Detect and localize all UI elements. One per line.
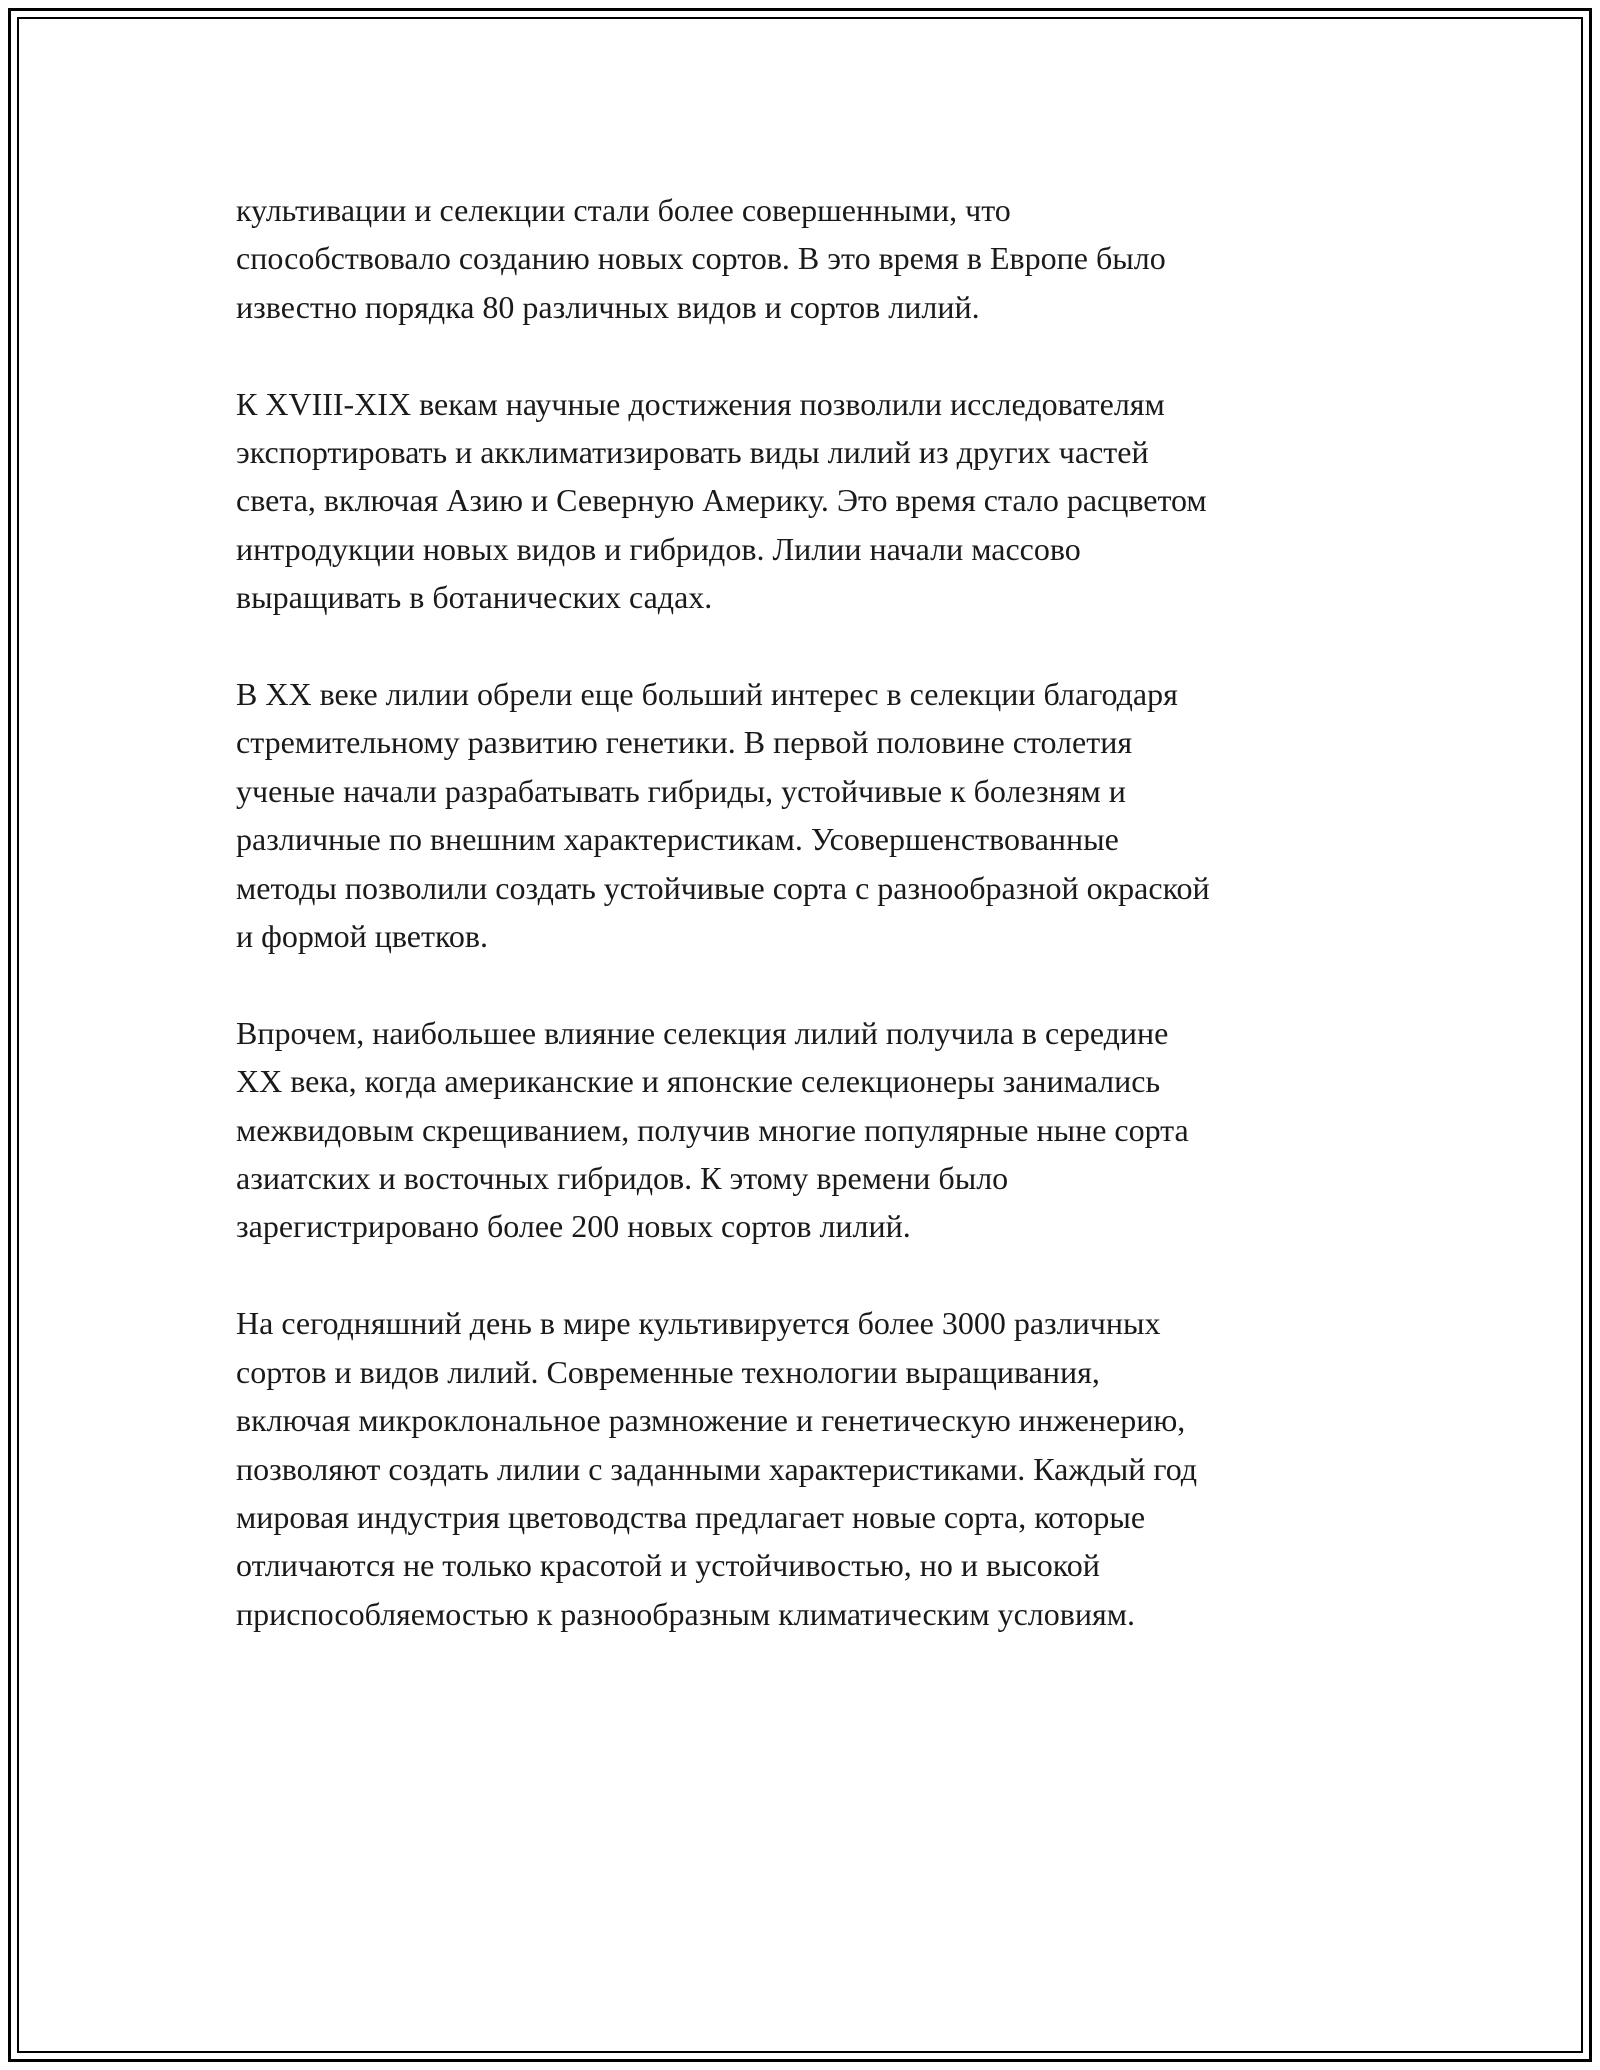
text-line: ученые начали разрабатывать гибриды, устойчивые к болезням и — [236, 772, 1126, 809]
paragraph-1 — [236, 186, 1376, 331]
paragraph-3 — [236, 670, 1376, 960]
text-line: Впрочем, наибольшее влияние селекция лилий получила в середине — [236, 1014, 1169, 1051]
text-line: отличаются не только красотой и устойчивостью, но и высокой — [236, 1547, 1100, 1584]
text-line: стремительному развитию генетики. В первой половине столетия — [236, 724, 1133, 761]
paragraph-2 — [236, 380, 1376, 622]
text-line: сортов и видов лилий. Современные технологии выращивания, — [236, 1353, 1100, 1390]
text-line: XX века, когда американские и японские селекционеры занимались — [236, 1063, 1161, 1100]
text-line: способствовало созданию новых сортов. В это время в Европе было — [236, 240, 1166, 277]
text-line: межвидовым скрещиванием, получив многие популярные ныне сорта — [236, 1111, 1189, 1148]
text-line: известно порядка 80 различных видов и сортов лилий. — [236, 288, 980, 325]
text-line: выращивать в ботанических садах. — [236, 579, 713, 616]
text-line: позволяют создать лилии с заданными характеристиками. Каждый год — [236, 1450, 1198, 1487]
text-line: На сегодняшний день в мире культивируется более 3000 различных — [236, 1305, 1161, 1342]
document-body — [236, 186, 1376, 1687]
text-line: различные по внешним характеристикам. Усовершенствованные — [236, 821, 1119, 858]
text-line: зарегистрировано более 200 новых сортов лилий. — [236, 1208, 911, 1245]
text-line: культивации и селекции стали более совершенными, что — [236, 192, 1011, 228]
text-line: и формой цветков. — [236, 918, 489, 955]
text-line: включая микроклональное размножение и генетическую инженерию, — [236, 1402, 1186, 1439]
text-line: света, включая Азию и Северную Америку. Это время стало расцветом — [236, 482, 1207, 519]
text-line: экспортировать и акклиматизировать виды лилий из других частей — [236, 434, 1149, 471]
paragraph-5 — [236, 1299, 1376, 1638]
paragraph-4 — [236, 1009, 1376, 1251]
text-line: В XX веке лилии обрели еще больший интерес в селекции благодаря — [236, 676, 1178, 713]
text-line: мировая индустрия цветоводства предлагает новые сорта, которые — [236, 1498, 1146, 1535]
text-line: приспособляемостью к разнообразным климатическим условиям. — [236, 1595, 1135, 1632]
text-line: методы позволили создать устойчивые сорта с разнообразной окраской — [236, 869, 1210, 906]
text-line: К XVIII-XIX векам научные достижения позволили исследователям — [236, 385, 1165, 422]
text-line: азиатских и восточных гибридов. К этому времени было — [236, 1160, 1009, 1197]
text-line: интродукции новых видов и гибридов. Лилии начали массово — [236, 530, 1081, 567]
